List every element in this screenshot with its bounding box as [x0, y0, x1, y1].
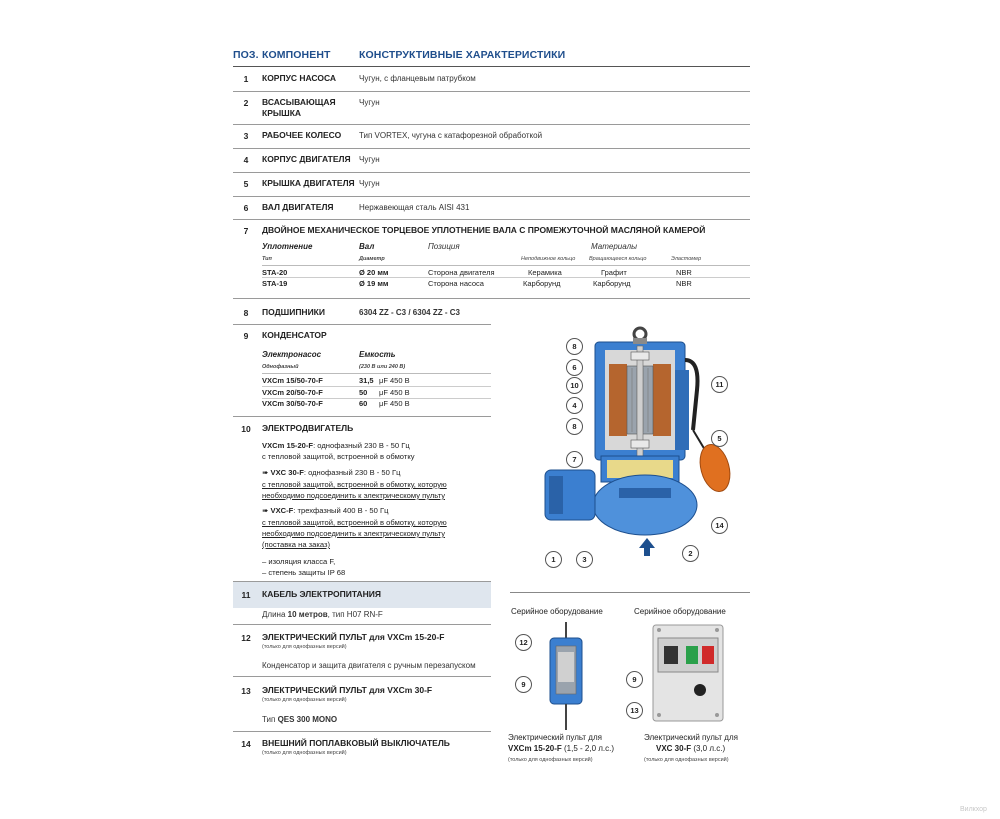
motor-p2-model: VXC 30-F: [270, 468, 304, 477]
seal-r2-position: Сторона насоса: [428, 279, 484, 288]
header-rule: [233, 66, 750, 67]
row-3-rule: [233, 148, 750, 149]
cap-h-pump: Электронасос: [262, 350, 322, 359]
seal-sub-rule: [262, 265, 750, 266]
motor-bullet-1: – изоляция класса F,: [262, 557, 336, 566]
left-caption-l1: Электрический пульт для: [508, 733, 602, 742]
seal-r1-rotating: Графит: [601, 268, 627, 277]
callout-7: 7: [566, 451, 583, 468]
motor-p3-l3: необходимо подсоединить к электрическому пульту: [262, 529, 446, 538]
arrow-icon: ➠: [262, 506, 269, 515]
cap-r2-value: 50: [359, 388, 368, 397]
row-1-value: Чугун, с фланцевым патрубком: [359, 74, 476, 83]
callout-eq-9-right: 9: [626, 671, 643, 688]
cable-pre: Длина: [262, 610, 288, 619]
seal-r1-position: Сторона двигателя: [428, 268, 495, 277]
row-7-title: ДВОЙНОЕ МЕХАНИЧЕСКОЕ ТОРЦЕВОЕ УПЛОТНЕНИЕ ВАЛА С ПРОМЕЖУТОЧНОЙ МАСЛЯНОЙ КАМЕРОЙ: [262, 225, 706, 235]
seal-sh-fixed-ring: Неподвижное кольцо: [521, 256, 576, 262]
callout-8-top: 8: [566, 338, 583, 355]
panel-vxc-30-image: [652, 624, 724, 722]
row-12-note: (только для однофазных версий): [262, 644, 347, 650]
cap-sh-phase: Однофазный: [262, 364, 299, 370]
callout-eq-12: 12: [515, 634, 532, 651]
seal-r2-diameter: Ø 19 мм: [359, 279, 389, 288]
cap-r2-model: VXCm 20/50-70-F: [262, 388, 323, 397]
row-3-name: РАБОЧЕЕ КОЛЕСО: [262, 130, 342, 140]
left-caption-rest: (1,5 - 2,0 л.с.): [561, 744, 615, 753]
seal-row-rule: [262, 277, 750, 278]
left-caption-l2: [508, 744, 614, 753]
callout-2: 2: [682, 545, 699, 562]
row-6-value: Нержавеющая сталь AISI 431: [359, 203, 470, 212]
seal-r2-rotating: Карборунд: [593, 279, 631, 288]
row-12-value: Конденсатор и защита двигателя с ручным перезапуском: [262, 661, 476, 670]
watermark: Вилкхор: [960, 806, 987, 813]
left-caption-note: (только для однофазных версий): [508, 757, 593, 763]
callout-4: 4: [566, 397, 583, 414]
row-10-num: 10: [241, 424, 251, 434]
motor-p3-text: : трехфазный 400 В - 50 Гц: [293, 506, 389, 515]
seal-r1-elastomer: NBR: [676, 268, 692, 277]
right-caption-l1: Электрический пульт для: [644, 733, 738, 742]
motor-p1-text: : однофазный 230 В - 50 Гц: [313, 441, 410, 450]
motor-p3-l1: [262, 505, 388, 516]
row-5-value: Чугун: [359, 179, 380, 188]
row-4-rule: [233, 172, 750, 173]
row-11-num: 11: [241, 590, 251, 600]
row-8-num: 8: [243, 308, 249, 318]
motor-p2-l1: [262, 467, 400, 478]
cap-row-rule-1: [262, 386, 491, 387]
row-1-rule: [233, 91, 750, 92]
motor-p3-l2: с тепловой защитой, встроенной в обмотку, которую: [262, 518, 447, 527]
seal-h-materials: Материалы: [591, 242, 637, 251]
seal-h-position: Позиция: [428, 242, 460, 251]
row-4-num: 4: [243, 155, 249, 165]
callout-14: 14: [711, 517, 728, 534]
row-7-num: 7: [243, 226, 249, 236]
row-11-rule: [233, 624, 491, 625]
callout-eq-9-left: 9: [515, 676, 532, 693]
row-8-rule: [233, 324, 491, 325]
row-5-name: КРЫШКА ДВИГАТЕЛЯ: [262, 178, 355, 188]
row-3-num: 3: [243, 131, 249, 141]
row-5-num: 5: [243, 179, 249, 189]
motor-p1-model: VXCm 15-20-F: [262, 441, 314, 450]
row-7-rule: [233, 298, 750, 299]
motor-p1-l1: [262, 440, 410, 451]
row-12-rule: [233, 676, 491, 677]
row-13-value: [262, 715, 337, 724]
seal-r1-type: STA-20: [262, 268, 288, 277]
equipment-left-title: Серийное оборудование: [511, 607, 603, 616]
row-8-value: 6304 ZZ - C3 / 6304 ZZ - C3: [359, 308, 460, 317]
row-13-note: (только для однофазных версий): [262, 697, 347, 703]
row-6-name: ВАЛ ДВИГАТЕЛЯ: [262, 202, 334, 212]
panel2-type: QES 300 MONO: [277, 715, 338, 724]
seal-sh-rotating-ring: Вращающееся кольцо: [589, 256, 647, 262]
seal-r2-type: STA-19: [262, 279, 288, 288]
motor-p3-l4: (поставка на заказ): [262, 540, 331, 549]
motor-p2-l2: с тепловой защитой, встроенной в обмотку, которую: [262, 480, 447, 489]
callout-eq-13: 13: [626, 702, 643, 719]
row-14-num: 14: [241, 739, 251, 749]
row-13-num: 13: [241, 686, 251, 696]
left-caption-model: VXCm 15-20-F: [508, 744, 562, 753]
cap-r1-model: VXCm 15/50-70-F: [262, 376, 323, 385]
right-caption-note: (только для однофазных версий): [644, 757, 729, 763]
row-2-name-l2: КРЫШКА: [262, 108, 302, 118]
callout-8-mid: 8: [566, 418, 583, 435]
cap-r3-unit: μF 450 В: [379, 399, 410, 408]
callout-11: 11: [711, 376, 728, 393]
row-2-rule: [233, 124, 750, 125]
row-3-value: Тип VORTEX, чугуна с катафорезной обработкой: [359, 131, 543, 140]
right-caption-rest: (3,0 л.с.): [691, 744, 726, 753]
row-4-name: КОРПУС ДВИГАТЕЛЯ: [262, 154, 351, 164]
cap-r1-unit: μF 450 В: [379, 376, 410, 385]
callout-6: 6: [566, 359, 583, 376]
header-specs: КОНСТРУКТИВНЫЕ ХАРАКТЕРИСТИКИ: [359, 49, 566, 61]
row-2-name-l1: ВСАСЫВАЮЩАЯ: [262, 97, 336, 107]
row-13-rule: [233, 731, 491, 732]
header-component: КОМПОНЕНТ: [262, 49, 331, 61]
cable-post: , тип H07 RN-F: [327, 610, 383, 619]
row-12-num: 12: [241, 633, 251, 643]
row-8-name: ПОДШИПНИКИ: [262, 307, 325, 317]
row-11-value: [262, 610, 383, 619]
right-caption-l2: [656, 744, 725, 753]
row-2-num: 2: [243, 98, 249, 108]
callout-5: 5: [711, 430, 728, 447]
row-11-name: КАБЕЛЬ ЭЛЕКТРОПИТАНИЯ: [262, 589, 382, 599]
cap-r3-value: 60: [359, 399, 368, 408]
seal-sh-type: Тип: [262, 256, 272, 262]
row-5-rule: [233, 196, 750, 197]
row-14-name: ВНЕШНИЙ ПОПЛАВКОВЫЙ ВЫКЛЮЧАТЕЛЬ: [262, 738, 450, 748]
row-13-name: ЭЛЕКТРИЧЕСКИЙ ПУЛЬТ для VXCm 30-F: [262, 685, 433, 695]
seal-r2-fixed: Карборунд: [523, 279, 561, 288]
row-1-num: 1: [243, 74, 249, 84]
motor-p2-l3: необходимо подсоединить к электрическому пульту: [262, 491, 446, 500]
equipment-rule: [510, 592, 750, 593]
row-2-value: Чугун: [359, 98, 380, 107]
seal-r1-diameter: Ø 20 мм: [359, 268, 389, 277]
header-pos: ПОЗ.: [233, 49, 259, 61]
seal-sh-diameter: Диаметр: [359, 256, 385, 262]
cap-h-capacity: Емкость: [359, 350, 396, 359]
cap-r2-unit: μF 450 В: [379, 388, 410, 397]
panel2-pre: Тип: [262, 715, 278, 724]
callout-3: 3: [576, 551, 593, 568]
seal-h-seal: Уплотнение: [262, 242, 313, 251]
right-caption-model: VXC 30-F: [656, 744, 692, 753]
seal-sh-elastomer: Эластомер: [671, 256, 702, 262]
motor-bullet-2: – степень защиты IP 68: [262, 568, 346, 577]
row-6-rule: [233, 219, 750, 220]
cap-sh-voltage: (230 В или 240 В): [359, 364, 406, 370]
seal-r2-elastomer: NBR: [676, 279, 692, 288]
row-1-name: КОРПУС НАСОСА: [262, 73, 337, 83]
row-6-num: 6: [243, 203, 249, 213]
motor-p3-model: VXC-F: [270, 506, 294, 515]
arrow-icon: ➠: [262, 468, 269, 477]
seal-h-shaft: Вал: [359, 242, 375, 251]
row-9-rule: [233, 416, 491, 417]
callout-10: 10: [566, 377, 583, 394]
cap-r1-value: 31,5: [359, 376, 374, 385]
panel-vxcm-15-20-image: [540, 622, 590, 732]
row-4-value: Чугун: [359, 155, 380, 164]
callout-1: 1: [545, 551, 562, 568]
row-9-num: 9: [243, 331, 249, 341]
row-14-note: (только для однофазных версий): [262, 750, 347, 756]
cap-r3-model: VXCm 30/50-70-F: [262, 399, 323, 408]
cap-sub-rule: [262, 373, 491, 374]
cable-length: 10 метров: [287, 610, 328, 619]
seal-r1-fixed: Керамика: [528, 268, 562, 277]
motor-p2-text: : однофазный 230 В - 50 Гц: [303, 468, 401, 477]
motor-p1-l2: с тепловой защитой, встроенной в обмотку: [262, 452, 415, 461]
equipment-right-title: Серийное оборудование: [634, 607, 726, 616]
row-12-name: ЭЛЕКТРИЧЕСКИЙ ПУЛЬТ для VXCm 15-20-F: [262, 632, 445, 642]
row-10-name: ЭЛЕКТРОДВИГАТЕЛЬ: [262, 423, 354, 433]
row-9-name: КОНДЕНСАТОР: [262, 330, 327, 340]
